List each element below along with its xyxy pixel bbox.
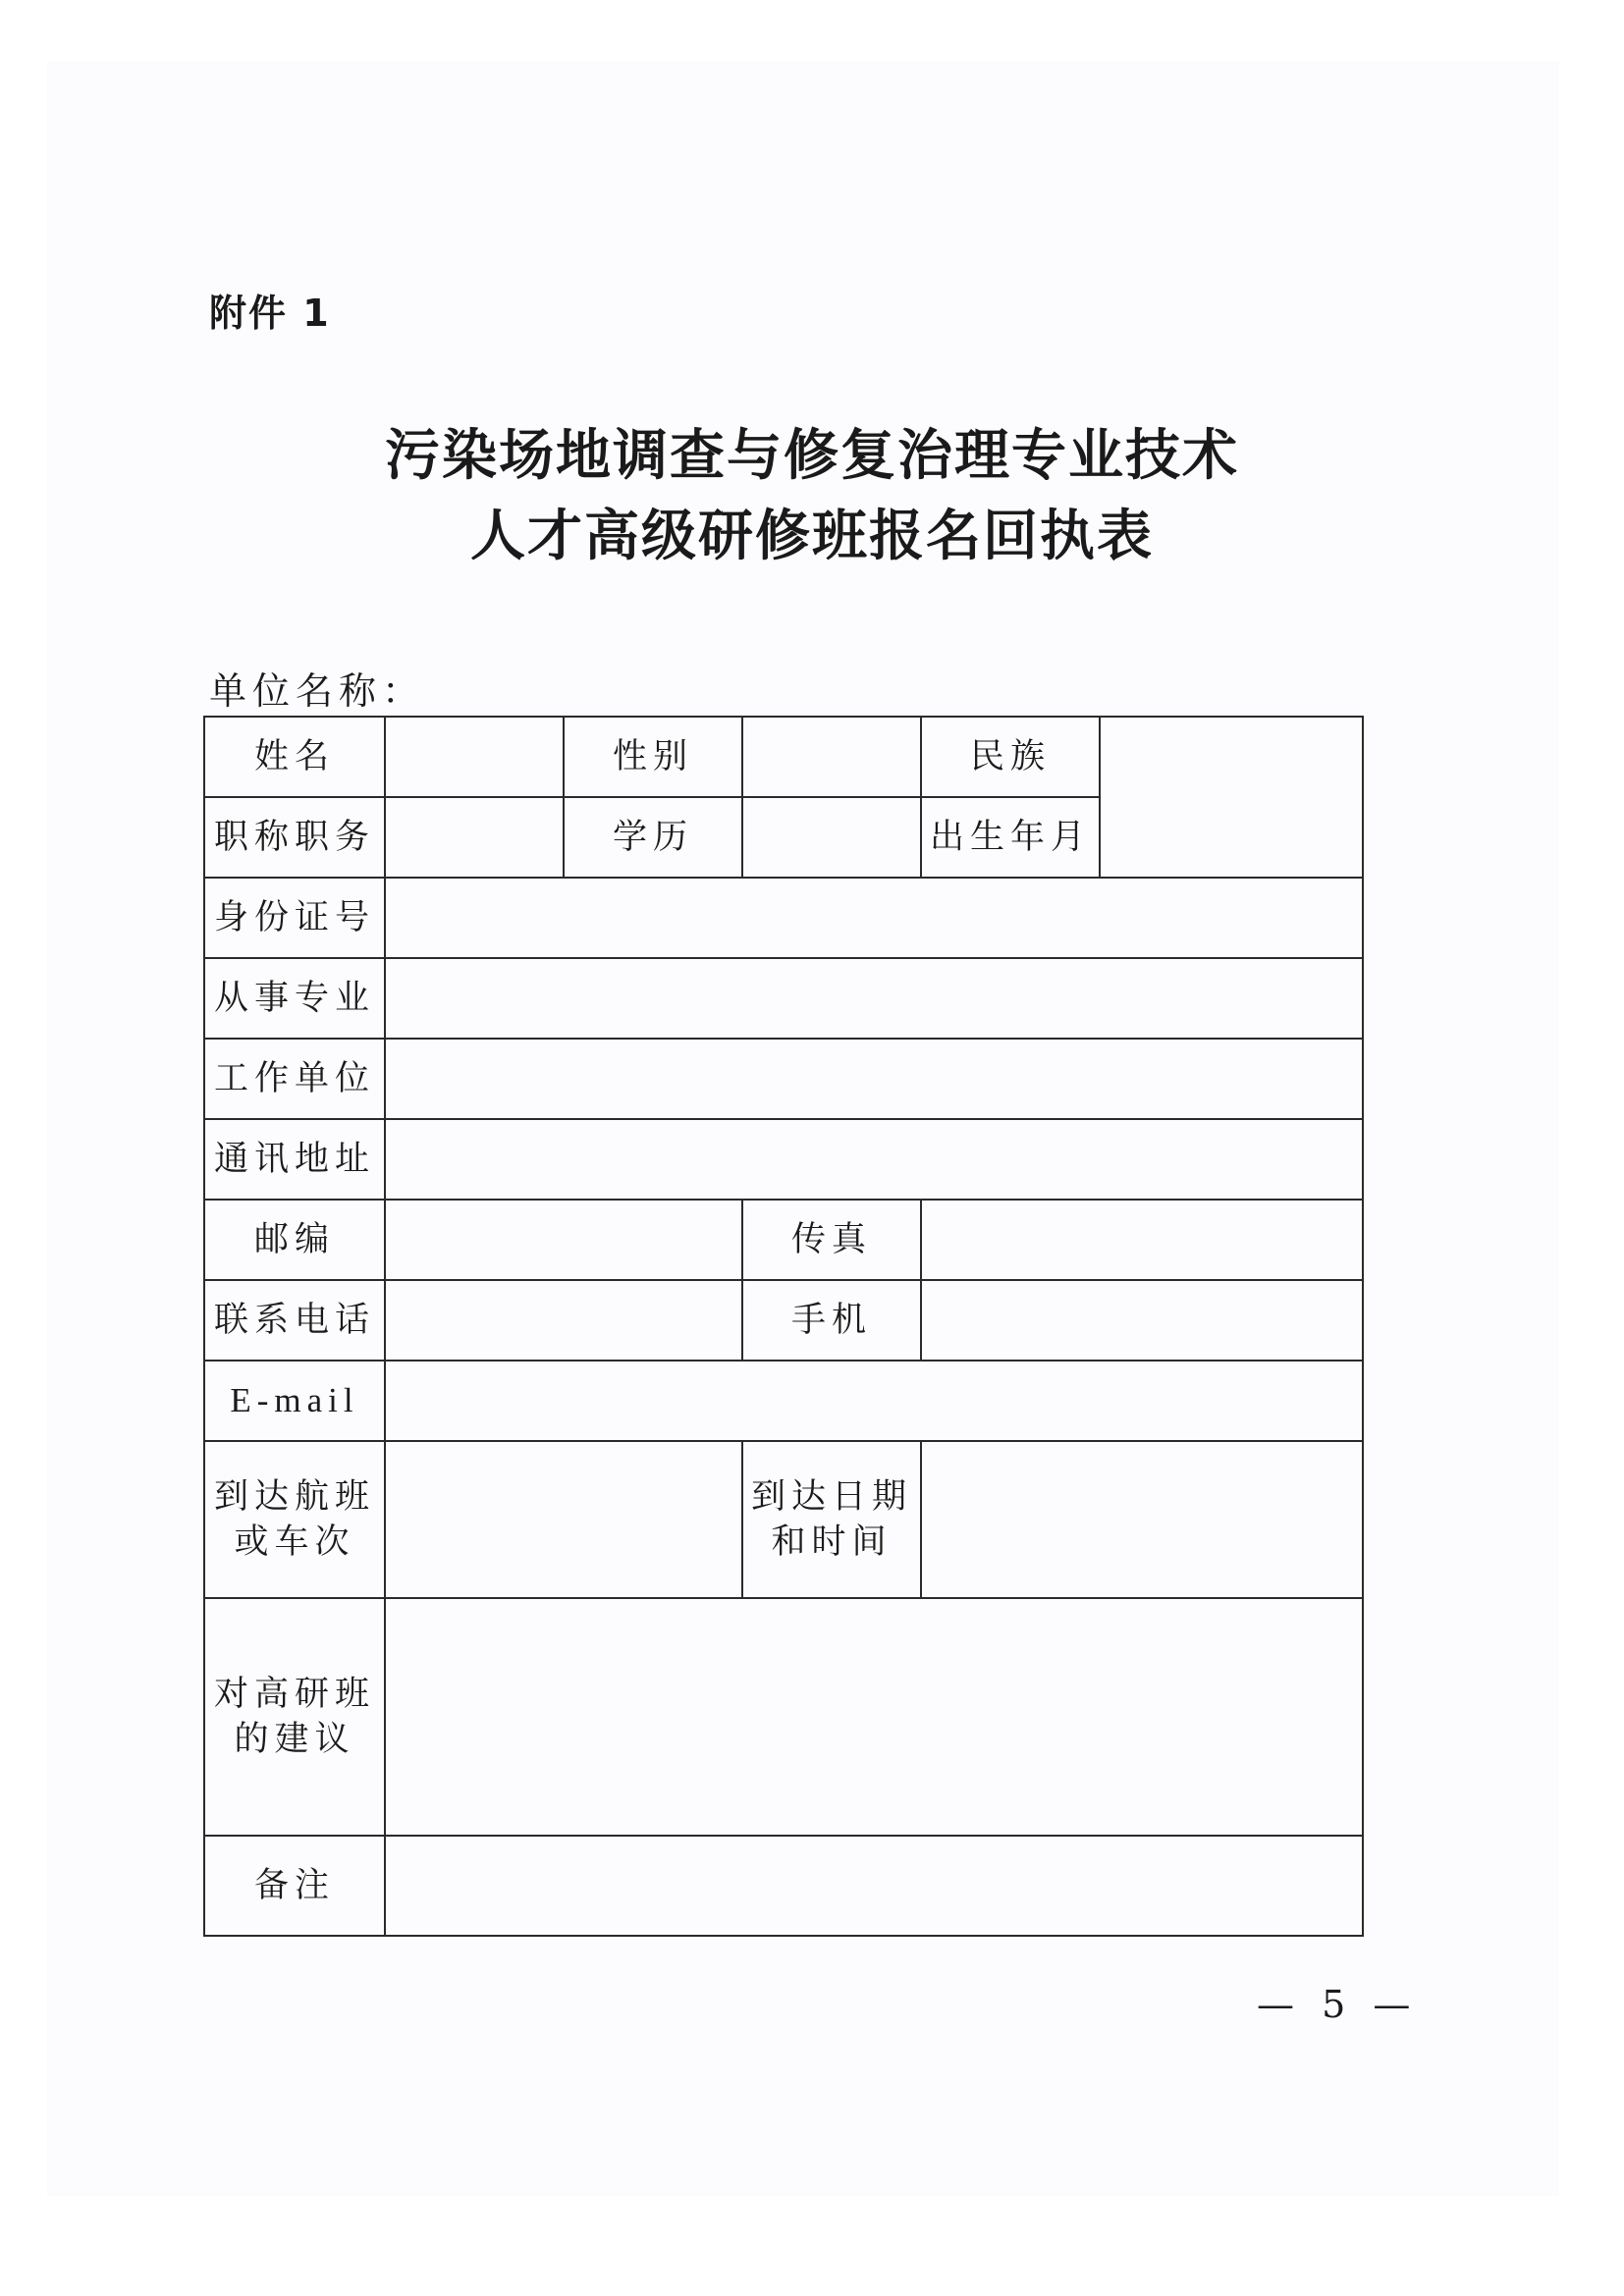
table-row [204,1039,1363,1119]
suggestion-field[interactable] [385,1598,1363,1836]
postcode-label: 邮编 [204,1200,385,1280]
attachment-label: 附件 1 [209,292,331,335]
workplace-label: 工作单位 [204,1039,385,1119]
remarks-label: 备注 [204,1836,385,1936]
form-title-line-2: 人才高级研修班报名回执表 [470,504,1154,568]
arrival-flight-label-line-2: 或车次 [234,1522,355,1562]
form-title-line-1: 污染场地调查与修复治理专业技术 [385,423,1239,488]
arrival-flight-label-line-1: 到达航班 [213,1477,375,1517]
email-field[interactable] [385,1361,1363,1441]
page-number: — 5 — [1257,1983,1419,2026]
arrival-date-field[interactable] [921,1441,1363,1598]
arrival-date-label-line-2: 和时间 [771,1522,893,1562]
table-row [204,878,1363,958]
table-row [204,1836,1363,1936]
arrival-flight-field[interactable] [385,1441,742,1598]
arrival-flight-label [204,1441,385,1598]
birth-label: 出生年月 [921,797,1100,878]
table-row [204,1119,1363,1200]
mobile-label: 手机 [742,1280,921,1361]
address-field[interactable] [385,1119,1363,1200]
remarks-field[interactable] [385,1836,1363,1936]
education-field[interactable] [742,797,921,878]
unit-name-label: 单位名称： [209,669,426,713]
fax-field[interactable] [921,1200,1363,1280]
table-row [204,958,1363,1039]
table-row [204,1280,1363,1361]
ethnicity-label: 民族 [921,717,1100,797]
profession-field[interactable] [385,958,1363,1039]
arrival-date-label-line-1: 到达日期 [750,1477,912,1517]
gender-label: 性别 [564,717,742,797]
profession-label: 从事专业 [204,958,385,1039]
job-title-label: 职称职务 [204,797,385,878]
table-row [204,717,1363,797]
workplace-field[interactable] [385,1039,1363,1119]
suggestion-label-line-1: 对高研班 [213,1675,375,1714]
education-label: 学历 [564,797,742,878]
gender-field[interactable] [742,717,921,797]
photo-field[interactable] [1100,717,1363,878]
suggestion-label [204,1598,385,1836]
table-row [204,1200,1363,1280]
postcode-field[interactable] [385,1200,742,1280]
suggestion-label-line-2: 的建议 [234,1720,355,1759]
id-number-label: 身份证号 [204,878,385,958]
name-label: 姓名 [204,717,385,797]
address-label: 通讯地址 [204,1119,385,1200]
id-number-field[interactable] [385,878,1363,958]
job-title-field[interactable] [385,797,564,878]
registration-form-table [203,716,1364,1937]
table-row [204,1598,1363,1836]
mobile-field[interactable] [921,1280,1363,1361]
name-field[interactable] [385,717,564,797]
email-label: E-mail [204,1361,385,1441]
table-row [204,1361,1363,1441]
phone-field[interactable] [385,1280,742,1361]
phone-label: 联系电话 [204,1280,385,1361]
fax-label: 传真 [742,1200,921,1280]
arrival-date-label [742,1441,921,1598]
table-row [204,1441,1363,1598]
